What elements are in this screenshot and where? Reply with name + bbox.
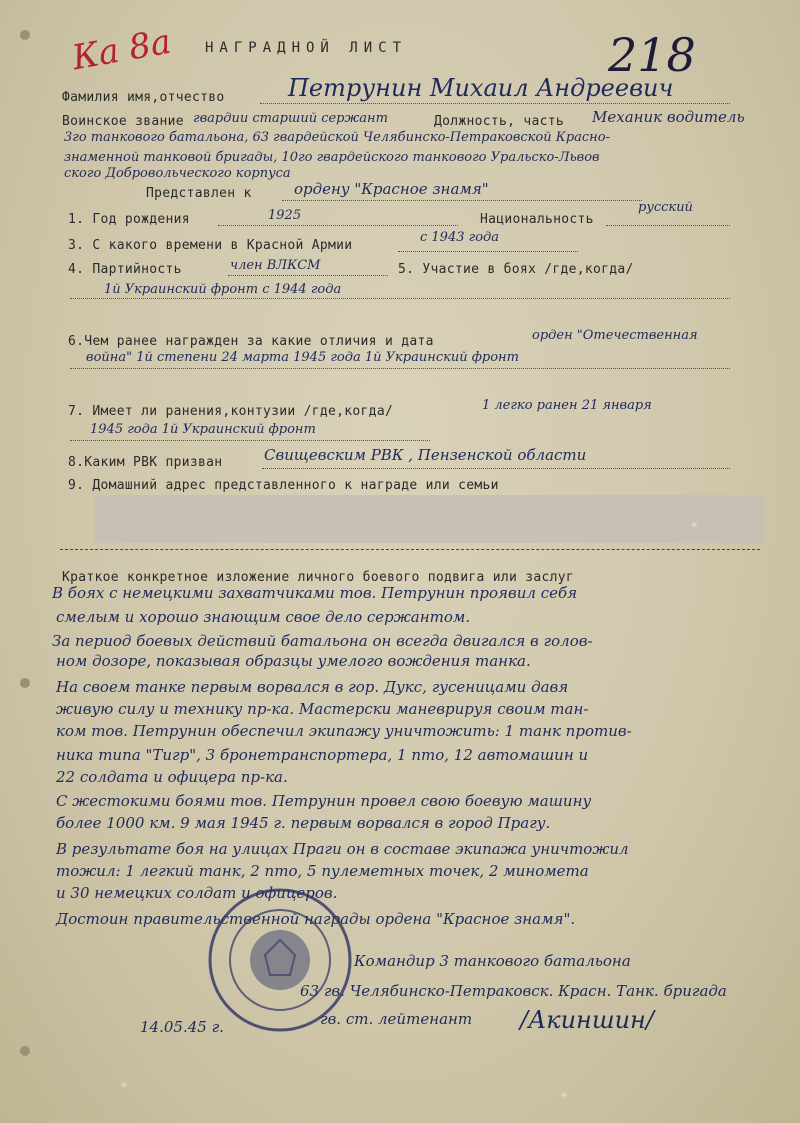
awards-label: 6.Чем ранее награжден за какие отличия и дата (68, 334, 434, 349)
document-title: НАГРАДНОЙ ЛИСТ (205, 40, 408, 56)
birth-year-label: 1. Год рождения (68, 212, 190, 227)
redacted-address (95, 495, 765, 543)
body-line: 22 солдата и офицера пр-ка. (56, 768, 288, 786)
separator-line (60, 549, 760, 550)
body-line: и 30 немецких солдат и офицеров. (56, 884, 338, 902)
fio-line (260, 103, 730, 104)
watermark: ★ (687, 518, 702, 533)
birth-year-line (218, 225, 458, 226)
awards-value-2: война" 1й степени 24 марта 1945 года 1й Украинский фронт (86, 350, 519, 365)
body-line: ном дозоре, показывая образцы умелого вождения танка. (56, 652, 531, 670)
summary-heading: Краткое конкретное изложение личного боевого подвига или заслуг (62, 570, 574, 585)
fio-value: Петрунин Михаил Андреевич (288, 74, 674, 102)
post-value: Механик водитель (592, 108, 745, 126)
post-label: Должность, часть (434, 114, 565, 129)
awards-line (70, 368, 730, 369)
nationality-label: Национальность (480, 212, 594, 227)
body-line: живую силу и технику пр-ка. Мастерски маневрируя своим тан- (56, 700, 589, 718)
unit-line-1: 3го танкового батальона, 63 гвардейской Челябинско-Петраковской Красно- (64, 130, 610, 145)
nationality-line (606, 225, 730, 226)
body-line: За период боевых действий батальона он всегда двигался в голов- (52, 632, 593, 650)
rvk-line (262, 468, 730, 469)
body-line: ком тов. Петрунин обеспечил экипажу уничтожить: 1 танк против- (56, 722, 632, 740)
army-since-label: 3. С какого времени в Красной Армии (68, 238, 353, 253)
rvk-label: 8.Каким РВК призван (68, 455, 223, 470)
signature-line-2: 63 гв. Челябинско-Петраковск. Красн. Танк. бригада (300, 982, 727, 1000)
rvk-value: Свищевским РВК , Пензенской области (264, 446, 587, 464)
body-line: Достоин правительственной награды ордена "Красное знамя". (56, 910, 576, 928)
signature-name: /Акиншин/ (520, 1006, 654, 1034)
presented-label: Представлен к (146, 186, 252, 201)
body-line: более 1000 км. 9 мая 1945 г. первым ворвался в город Прагу. (56, 814, 551, 832)
wounds-value-2: 1945 года 1й Украинский фронт (90, 422, 316, 437)
nationality-value: русский (638, 200, 693, 215)
signature-line-1: Командир 3 танкового батальона (354, 952, 631, 970)
army-since-line (398, 251, 578, 252)
fio-label: Фамилия имя,отчество (62, 90, 225, 105)
rank-label: Воинское звание (62, 114, 184, 129)
punch-hole (20, 30, 30, 40)
watermark: ★ (557, 1088, 572, 1103)
combat-line (70, 298, 730, 299)
awards-value-1: орден "Отечественная (532, 328, 698, 343)
presented-line (282, 200, 642, 201)
wounds-line (70, 440, 430, 441)
army-since-value: с 1943 года (420, 230, 500, 245)
unit-line-3: ского Добровольческого корпуса (64, 166, 291, 181)
punch-hole (20, 678, 30, 688)
signature-rank: гв. ст. лейтенант (320, 1010, 473, 1028)
wounds-value-1: 1 легко ранен 21 января (482, 398, 652, 413)
combat-value: 1й Украинский фронт с 1944 года (104, 282, 342, 297)
signature-date: 14.05.45 г. (140, 1018, 224, 1036)
record-number: 218 (608, 28, 696, 82)
red-pencil-mark: Ка 8а (69, 21, 175, 79)
body-line: В результате боя на улицах Праги он в составе экипажа уничтожил (56, 840, 629, 858)
body-line: ника типа "Тигр", 3 бронетранспортера, 1 пто, 12 автомашин и (56, 746, 589, 764)
body-line: тожил: 1 легкий танк, 2 пто, 5 пулеметных точек, 2 миномета (56, 862, 589, 880)
unit-line-2: знаменной танковой бригады, 10го гвардейского танкового Уральско-Львов (64, 150, 600, 165)
body-line: В боях с немецкими захватчиками тов. Петрунин проявил себя (52, 584, 578, 602)
combat-label: 5. Участие в боях /где,когда/ (398, 262, 634, 277)
party-value: член ВЛКСМ (230, 258, 321, 273)
punch-hole (20, 1046, 30, 1056)
party-line (228, 275, 388, 276)
rank-value: гвардии старший сержант (193, 111, 388, 126)
body-line: На своем танке первым ворвался в гор. Дукс, гусеницами давя (56, 678, 569, 696)
watermark: ★ (117, 1078, 132, 1093)
address-label: 9. Домашний адрес представленного к награде или семьи (68, 478, 499, 493)
birth-year-value: 1925 (268, 208, 302, 223)
body-line: смелым и хорошо знающим свое дело сержантом. (56, 608, 471, 626)
party-label: 4. Партийность (68, 262, 182, 277)
wounds-label: 7. Имеет ли ранения,контузии /где,когда/ (68, 404, 394, 419)
presented-value: ордену "Красное знамя" (294, 180, 489, 198)
body-line: С жестокими боями тов. Петрунин провел свою боевую машину (56, 792, 592, 810)
